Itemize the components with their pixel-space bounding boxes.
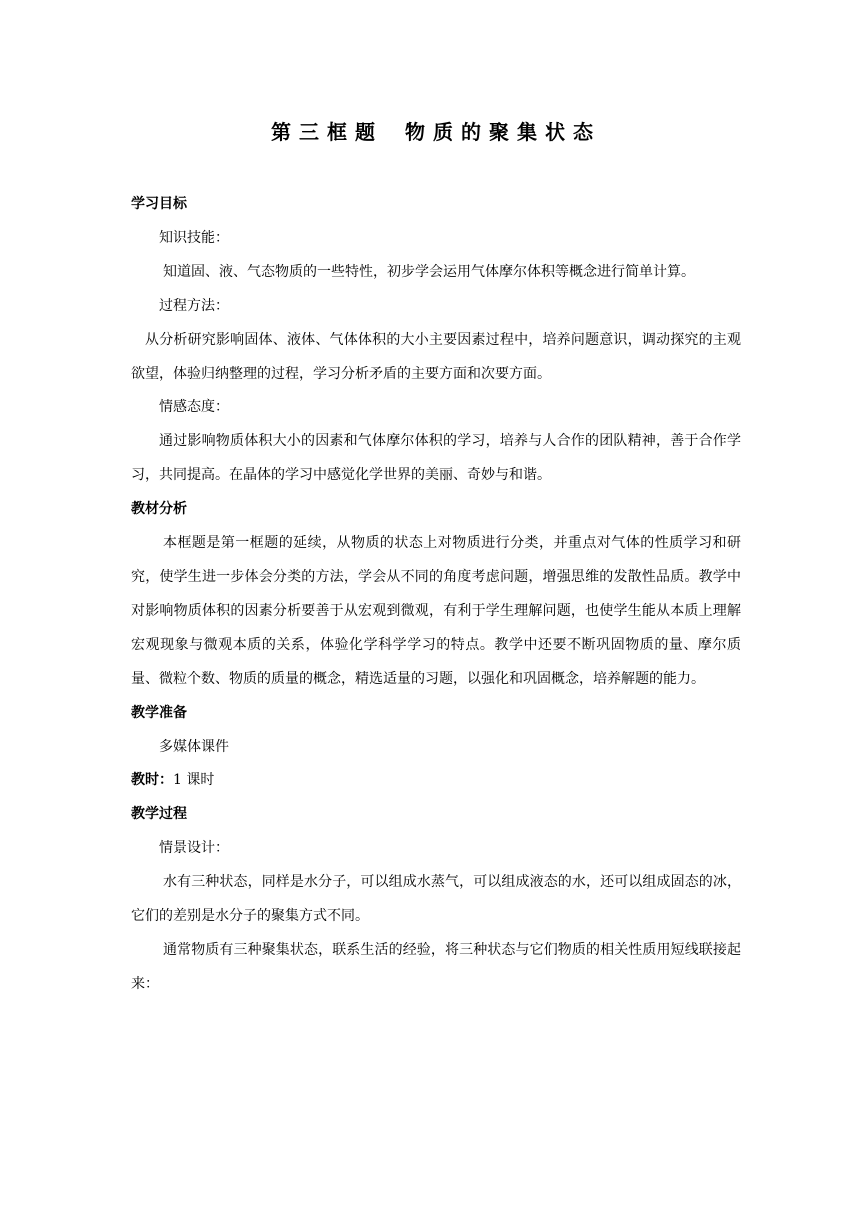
scene-paragraph-2: 通常物质有三种聚集状态，联系生活的经验，将三种状态与它们物质的相关性质用短线联接起来： [131, 941, 741, 992]
document-title [131, 116, 741, 145]
skills-label: 知识技能： [159, 229, 229, 246]
preparation-text: 多媒体课件 [159, 738, 229, 755]
title-part-1: 第三框题 [271, 120, 383, 144]
emotion-label: 情感态度： [159, 399, 229, 416]
section-heading-objectives: 学习目标 [131, 196, 187, 212]
document-body [131, 188, 741, 1002]
title-part-2: 物质的聚集状态 [405, 120, 601, 144]
emotion-text: 通过影响物质体积大小的因素和气体摩尔体积的学习，培养与人合作的团队精神，善于合作学习，共同提高。在晶体的学习中感觉化学世界的美丽、奇妙与和谐。 [131, 433, 741, 484]
analysis-text: 本框题是第一框题的延续，从物质的状态上对物质进行分类，并重点对气体的性质学习和研究，使学生进一步体会分类的方法，学会从不同的角度考虑问题，增强思维的发散性品质。教学中对影响物质体积的因素分析要善于从宏观到微观，有利于学生理解问题，也使学生能从本质上理解宏观现象与微观本质的关系，体验化学科学学习的特点。教学中还要不断巩固物质的量、摩尔质量、微粒个数、物质的质量的概念，精选适量的习题，以强化和巩固概念，培养解题的能力。 [131, 535, 741, 687]
section-heading-process: 教学过程 [131, 806, 187, 823]
scene-design-label: 情景设计： [159, 840, 229, 857]
process-method-label: 过程方法： [159, 297, 229, 314]
section-heading-analysis: 教材分析 [131, 501, 187, 518]
process-method-text: 从分析研究影响固体、液体、气体体积的大小主要因素过程中，培养问题意识，调动探究的主观欲望，体验归纳整理的过程，学习分析矛盾的主要方面和次要方面。 [131, 331, 741, 382]
section-heading-preparation: 教学准备 [131, 704, 187, 721]
skills-text: 知道固、液、气态物质的一些特性，初步学会运用气体摩尔体积等概念进行简单计算。 [163, 263, 695, 280]
scene-paragraph-1: 水有三种状态，同样是水分子，可以组成水蒸气，可以组成液态的水，还可以组成固态的冰，它们的差别是水分子的聚集方式不同。 [131, 874, 741, 925]
teaching-hours [131, 764, 741, 798]
hours-value: 1 课时 [173, 772, 215, 789]
hours-label: 教时： [131, 772, 173, 789]
